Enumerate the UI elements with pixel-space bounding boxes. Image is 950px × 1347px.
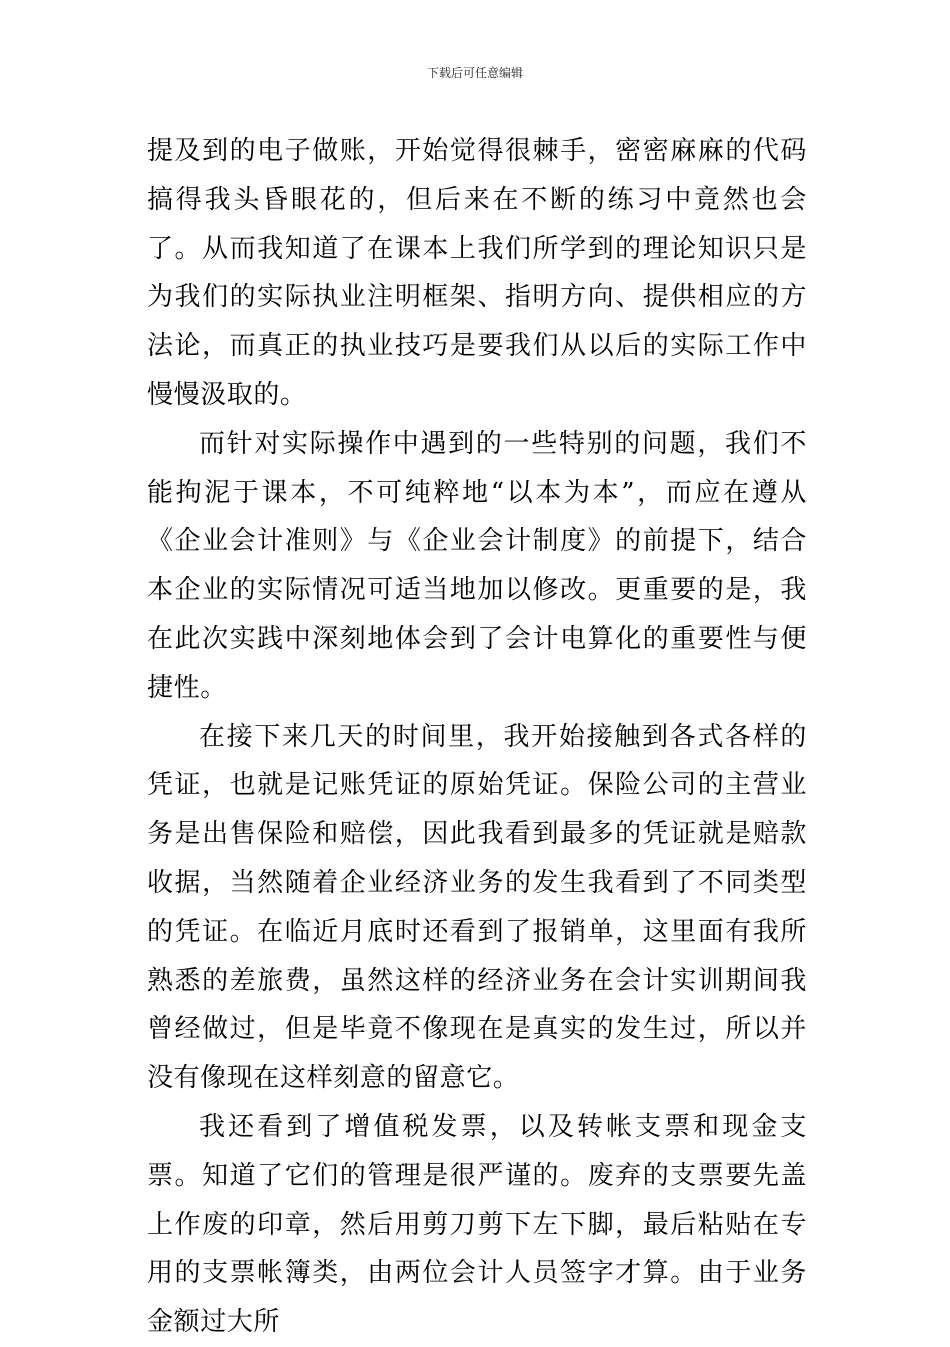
- paragraph-4: 我还看到了增值税发票，以及转帐支票和现金支票。知道了它们的管理是很严谨的。废弃的支票要先盖上作废的印章，然后用剪刀剪下左下脚，最后粘贴在专用的支票帐簿类，由两位会计人员签字才算。由于业务金额过大所: [147, 1111, 807, 1338]
- page-header: 下载后可任意编辑: [426, 66, 523, 80]
- document-body: [147, 127, 807, 1347]
- paragraph-2: 而针对实际操作中遇到的一些特别的问题，我们不能拘泥于课本，不可纯粹地“以本为本”，而应在遵从《企业会计准则》与《企业会计制度》的前提下，结合本企业的实际情况可适当地加以修改。更重要的是，我在此次实践中深刻地体会到了会计电算化的重要性与便捷性。: [147, 428, 807, 703]
- paragraph-1: 提及到的电子做账，开始觉得很棘手，密密麻麻的代码搞得我头昏眼花的，但后来在不断的练习中竟然也会了。从而我知道了在课本上我们所学到的理论知识只是为我们的实际执业注明框架、指明方向、提供相应的方法论，而真正的执业技巧是要我们从以后的实际工作中慢慢汲取的。: [147, 136, 807, 410]
- paragraph-3: 在接下来几天的时间里，我开始接触到各式各样的凭证，也就是记账凭证的原始凭证。保险公司的主营业务是出售保险和赔偿，因此我看到最多的凭证就是赔款收据，当然随着企业经济业务的发生我看到了不同类型的凭证。在临近月底时还看到了报销单，这里面有我所熟悉的差旅费，虽然这样的经济业务在会计实训期间我曾经做过，但是毕竟不像现在是真实的发生过，所以并没有像现在这样刻意的留意它。: [147, 721, 807, 1094]
